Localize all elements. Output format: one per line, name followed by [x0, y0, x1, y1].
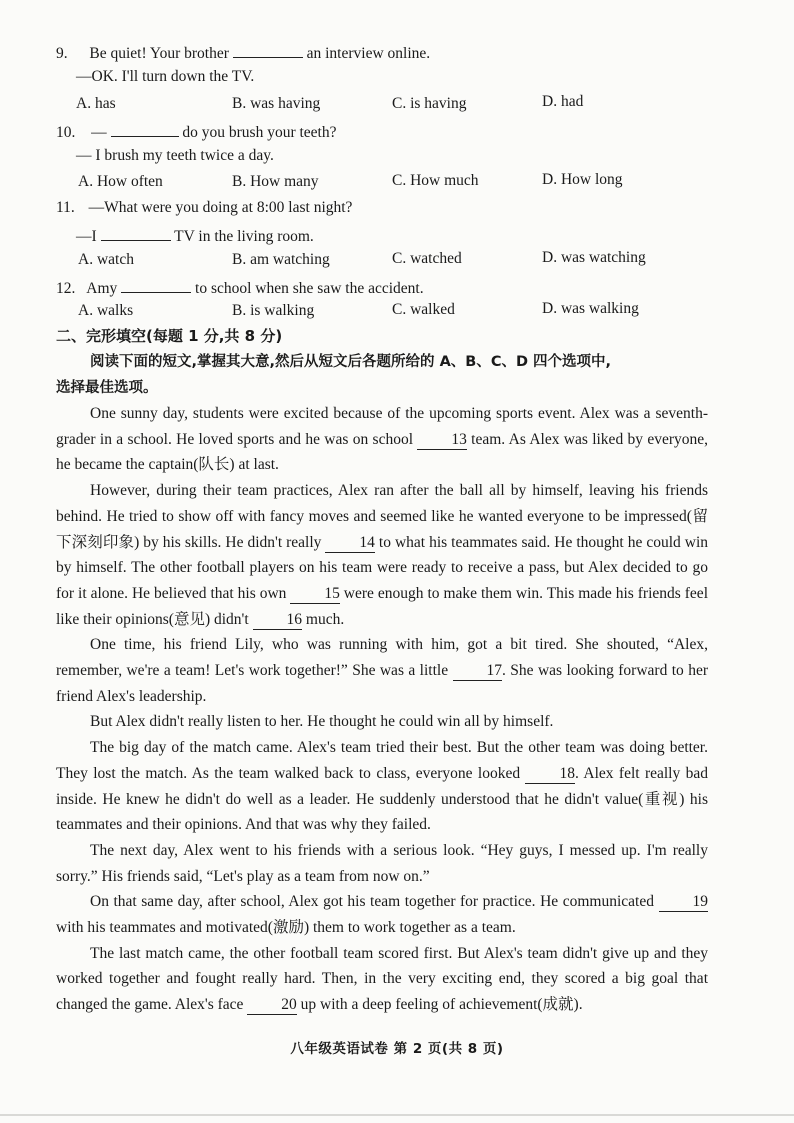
- question-text: TV in the living room.: [174, 228, 314, 245]
- option-c: C. walked: [392, 301, 455, 318]
- section-instruction-cont: 选择最佳选项。: [56, 380, 158, 396]
- passage-text: One sunny day, students were excited because of the upcoming sports event. Alex was a seventh-grader in a school. He loved sports and he was on school: [56, 405, 708, 448]
- passage-paragraph: [56, 941, 708, 1018]
- cloze-blank-16: 16: [253, 611, 303, 630]
- question-text: —What were you doing at 8:00 last night?: [88, 199, 353, 216]
- passage-text: much.: [305, 610, 345, 628]
- section-instruction: 阅读下面的短文,掌握其大意,然后从短文后各题所给的 A、B、C、D 四个选项中,: [90, 354, 612, 370]
- passage-text: One time, his friend Lily, who was running with him, got a bit tired. She shouted, “Alex, remember, we're a team! Let's work together!” She was a little: [56, 636, 708, 680]
- cloze-blank-14: 14: [325, 534, 375, 553]
- page-footer: 八年级英语试卷 第 2 页(共 8 页): [290, 1041, 504, 1057]
- passage-paragraph: [56, 632, 708, 709]
- passage-text: . Alex felt really bad inside. He knew he didn't do well as a leader. He suddenly understood that he didn't value(重视) his teammates and their opinions. And that was why they failed.: [56, 764, 709, 834]
- passage-text: team. As Alex was liked by everyone, he became the captain(队长) at last.: [56, 430, 709, 474]
- option-d: D. had: [542, 93, 584, 110]
- question-number: 12.: [56, 280, 76, 297]
- option-d: D. How long: [542, 171, 623, 188]
- cloze-blank-15: 15: [290, 585, 340, 604]
- passage-text: The big day of the match came. Alex's team tried their best. But the other team was doing better. They lost the match. As the team walked back to class, everyone looked: [56, 739, 708, 782]
- cloze-passage: [56, 401, 708, 1018]
- passage-text: On that same day, after school, Alex got his team together for practice. He communicated: [90, 893, 654, 911]
- cloze-blank-17: 17: [453, 662, 503, 681]
- option-c: C. watched: [392, 250, 462, 267]
- passage-paragraph: But Alex didn't really listen to her. He thought he could win all by himself.: [90, 713, 554, 731]
- question-number: 10.: [56, 124, 76, 141]
- answer-blank: [121, 276, 191, 293]
- option-a: A. watch: [78, 251, 134, 268]
- option-b: B. was having: [232, 95, 321, 112]
- question-text: do you brush your teeth?: [182, 124, 337, 141]
- question-11-stem: [56, 198, 352, 218]
- cloze-blank-18: 18: [525, 765, 575, 784]
- question-10-response: — I brush my teeth twice a day.: [76, 147, 274, 164]
- question-text: —: [91, 124, 107, 141]
- question-text: to school when she saw the accident.: [195, 280, 424, 297]
- question-number: 11.: [56, 199, 75, 216]
- passage-text: were enough to make them win. This made his friends feel like their opinions(意见) didn't: [56, 584, 708, 628]
- passage-text: to what his teammates said. He thought he could win by himself. The other football players on his team were ready to receive a pass, but Alex decided to go for it alone. He believed that his own: [56, 533, 709, 602]
- cloze-blank-20: 20: [247, 996, 297, 1015]
- question-11-response: [76, 224, 314, 247]
- option-a: A. walks: [78, 302, 134, 319]
- question-text: Be quiet! Your brother: [89, 45, 229, 62]
- passage-text: with his teammates and motivated(激励) them to work together as a team.: [56, 919, 516, 937]
- question-text: an interview online.: [306, 45, 431, 62]
- question-text: Amy: [86, 280, 118, 297]
- passage-text: However, during their team practices, Alex ran after the ball all by himself, leaving his friends behind. He tried to show off with fancy moves and seemed like he wanted everyone to be impressed(留下深刻印象) by his skills. He didn't really: [56, 482, 708, 551]
- section-heading: 二、完形填空(每题 1 分,共 8 分): [56, 327, 283, 345]
- passage-paragraph: The next day, Alex went to his friends with a serious look. “Hey guys, I messed up. I'm really sorry.” His friends said, “Let's play as a team from now on.”: [56, 841, 708, 885]
- question-text: —I: [76, 228, 97, 245]
- option-d: D. was walking: [542, 300, 639, 317]
- option-b: B. How many: [232, 173, 319, 190]
- question-9-response: —OK. I'll turn down the TV.: [76, 68, 255, 85]
- cloze-blank-19: 19: [659, 893, 709, 912]
- option-c: C. is having: [392, 95, 467, 112]
- option-a: A. has: [76, 95, 116, 112]
- cloze-blank-13: 13: [417, 431, 467, 450]
- option-a: A. How often: [78, 173, 163, 190]
- answer-blank: [233, 41, 303, 58]
- answer-blank: [101, 224, 171, 241]
- answer-blank: [111, 120, 179, 137]
- passage-paragraph: [56, 478, 708, 632]
- passage-text: The last match came, the other football team scored first. But Alex's team didn't give up and they worked together and fought really hard. Then, in the very exciting end, they scored a big goal that changed the game. Alex's face: [56, 944, 708, 1014]
- passage-text: . She was looking forward to her friend Alex's leadership.: [56, 662, 708, 705]
- question-number: 9.: [56, 45, 68, 62]
- passage-paragraph: [56, 889, 708, 940]
- question-10-stem: [56, 120, 336, 143]
- passage-text: up with a deep feeling of achievement(成就).: [300, 996, 583, 1014]
- scan-edge-divider: [0, 1114, 794, 1116]
- question-12-stem: [56, 276, 424, 299]
- option-c: C. How much: [392, 172, 479, 189]
- passage-paragraph: [56, 735, 708, 838]
- question-9-stem: [56, 41, 430, 64]
- option-b: B. is walking: [232, 302, 315, 319]
- option-d: D. was watching: [542, 249, 646, 266]
- option-b: B. am watching: [232, 251, 330, 268]
- passage-paragraph: [56, 401, 708, 478]
